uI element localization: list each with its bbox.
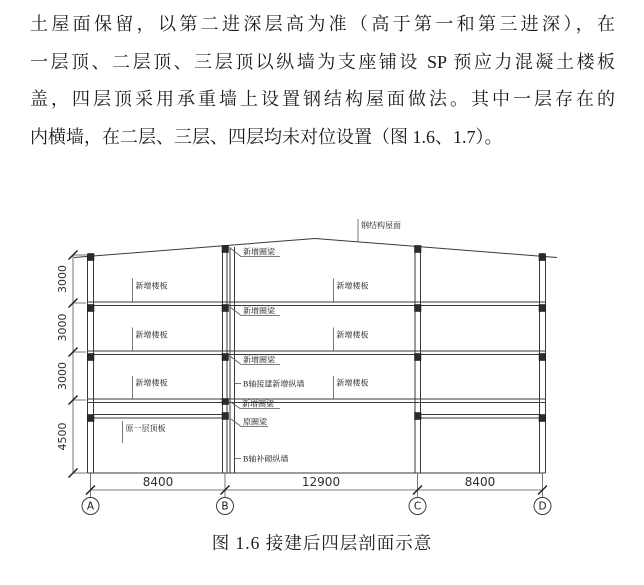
new-slab-label xyxy=(334,279,369,302)
svg-text:B轴补砌纵墙: B轴补砌纵墙 xyxy=(243,454,289,464)
axis-a: A xyxy=(86,500,95,513)
paragraph-line: 土屋面保留，以第二进深层高为准（高于第一和第三进深），在 xyxy=(30,14,615,34)
new-ring-beam-label-4f xyxy=(230,247,280,257)
new-slab-label xyxy=(334,328,369,351)
svg-text:原一层顶板: 原一层顶板 xyxy=(125,424,166,433)
dim-span-cd: 8400 xyxy=(464,475,496,489)
roof-label xyxy=(358,219,401,242)
dim-storey-1: 4500 xyxy=(56,422,69,451)
svg-text:新增圈梁: 新增圈梁 xyxy=(242,399,274,409)
new-slab-label xyxy=(334,376,369,399)
horizontal-dimension-chain xyxy=(86,473,547,497)
paragraph-line: 内横墙，在二层、三层、四层均未对位设置（图 1.6、1.7）。 xyxy=(30,126,503,147)
body-paragraph xyxy=(30,6,615,156)
dim-span-ab: 8400 xyxy=(142,475,174,489)
old-first-floor-slab-label xyxy=(123,421,166,443)
svg-text:新增圈梁: 新增圈梁 xyxy=(243,306,275,316)
wall-d xyxy=(540,255,546,473)
figure-caption: 图 1.6 接建后四层剖面示意 xyxy=(211,533,433,553)
svg-text:新增楼板: 新增楼板 xyxy=(336,378,369,388)
svg-text:新增圈梁: 新增圈梁 xyxy=(243,247,275,257)
dim-storey-4: 3000 xyxy=(56,265,69,293)
roof-lines xyxy=(74,239,557,258)
section-drawing xyxy=(0,195,644,525)
svg-text:新增楼板: 新增楼板 xyxy=(336,281,369,291)
dim-storey-2: 3000 xyxy=(56,362,69,390)
b-axis-new-wall-label xyxy=(235,379,305,389)
paragraph-line: 盖，四层顶采用承重墙上设置钢结构屋面做法。其中一层存在的 xyxy=(30,89,615,110)
svg-text:新增楼板: 新增楼板 xyxy=(336,330,369,340)
svg-text:B轴接建新增纵墙: B轴接建新增纵墙 xyxy=(243,379,305,389)
svg-text:新增楼板: 新增楼板 xyxy=(135,378,168,388)
new-ring-beam-label-1f xyxy=(230,399,280,409)
svg-text:新增楼板: 新增楼板 xyxy=(135,330,168,340)
dim-storey-3: 3000 xyxy=(56,313,69,342)
roof-label-text: 钢结构屋面 xyxy=(361,221,401,230)
new-slab-label xyxy=(133,328,168,351)
axis-b: B xyxy=(221,500,229,513)
axis-bubbles xyxy=(82,498,551,515)
wall-a xyxy=(88,255,94,473)
paragraph-line: 一层顶、二层顶、三层顶以纵墙为支座铺设 SP 预应力混凝土楼板 xyxy=(30,51,615,72)
svg-text:原圈梁: 原圈梁 xyxy=(243,417,267,427)
new-slab-label xyxy=(133,279,168,302)
new-slab-label xyxy=(133,376,168,399)
original-roof-slabs xyxy=(94,415,540,419)
vertical-dimension-chain xyxy=(56,251,87,478)
new-ring-beam-label-2f xyxy=(230,355,280,365)
new-ring-beam-label-3f xyxy=(230,306,280,316)
b-axis-infill-wall-label xyxy=(235,454,289,464)
dim-span-bc: 12900 xyxy=(301,475,341,489)
axis-d: D xyxy=(538,500,547,513)
svg-text:新增楼板: 新增楼板 xyxy=(135,281,168,291)
svg-text:新增圈梁: 新增圈梁 xyxy=(243,355,275,365)
old-ring-beam-label xyxy=(231,417,268,427)
axis-c: C xyxy=(413,500,422,513)
